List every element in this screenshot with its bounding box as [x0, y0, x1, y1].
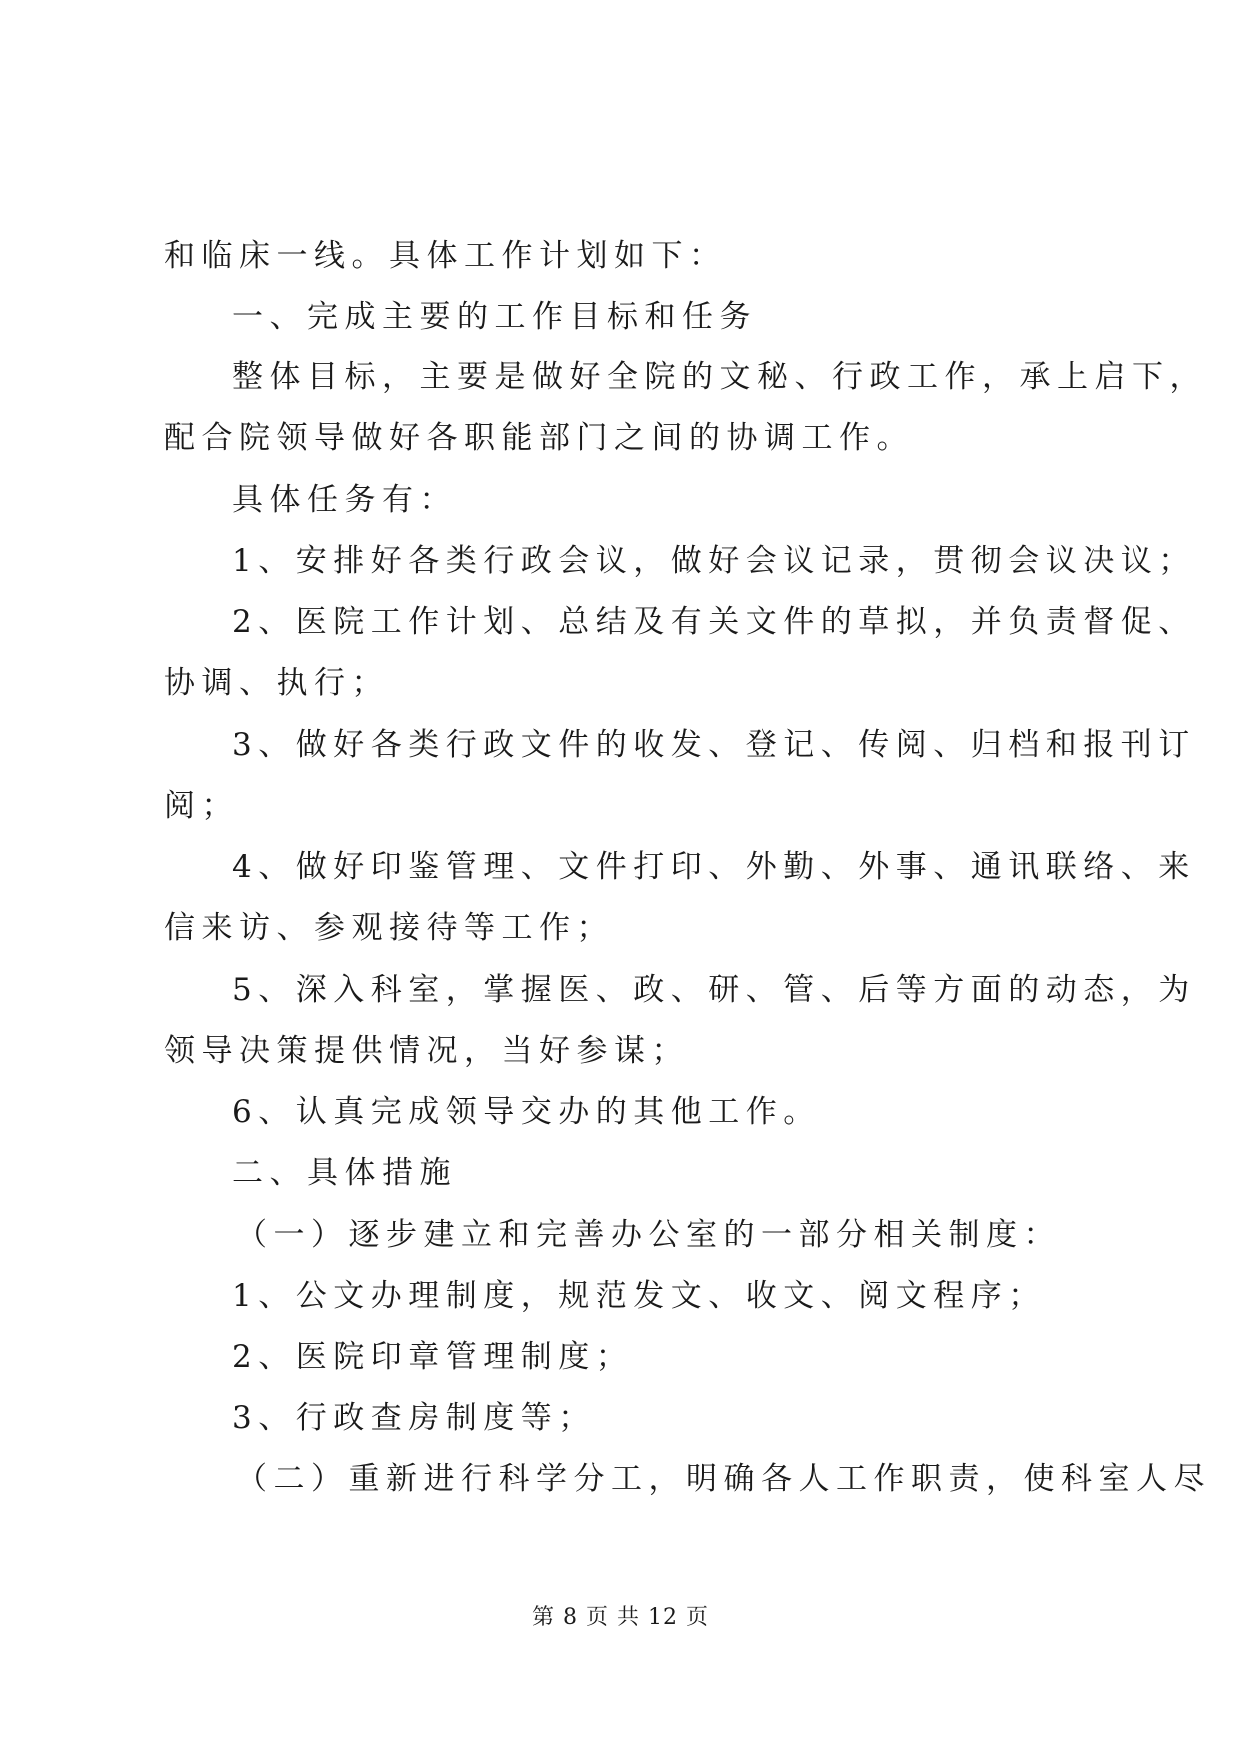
list-item: 1、公文办理制度，规范发文、收文、阅文程序；	[232, 1278, 1046, 1314]
subsection-heading: （一）逐步建立和完善办公室的一部分相关制度：	[236, 1217, 1061, 1253]
list-item: 4、做好印鉴管理、文件打印、外勤、外事、通讯联络、来	[232, 849, 1196, 885]
body-line: 整体目标，主要是做好全院的文秘、行政工作，承上启下，	[232, 359, 1207, 395]
list-item: 6、认真完成领导交办的其他工作。	[232, 1094, 821, 1130]
page-number-footer: 第 8 页 共 12 页	[532, 1605, 709, 1630]
list-item-continuation: 协调、执行；	[164, 665, 389, 701]
list-item: 2、医院印章管理制度；	[232, 1339, 634, 1375]
list-item-continuation: 领导决策提供情况，当好参谋；	[164, 1033, 689, 1069]
section-heading: 二、具体措施	[232, 1155, 457, 1191]
section-heading: 一、完成主要的工作目标和任务	[232, 299, 757, 335]
list-item: 2、医院工作计划、总结及有关文件的草拟，并负责督促、	[232, 604, 1196, 640]
list-item: 5、深入科室，掌握医、政、研、管、后等方面的动态，为	[232, 972, 1196, 1008]
list-item: 1、安排好各类行政会议，做好会议记录，贯彻会议决议；	[232, 543, 1196, 579]
body-line: 和临床一线。具体工作计划如下：	[164, 238, 727, 274]
list-item-continuation: 信来访、参观接待等工作；	[164, 910, 614, 946]
list-item: 3、做好各类行政文件的收发、登记、传阅、归档和报刊订	[232, 727, 1196, 763]
list-item: 3、行政查房制度等；	[232, 1400, 596, 1436]
body-line: 配合院领导做好各职能部门之间的协调工作。	[164, 420, 914, 456]
subsection-heading: （二）重新进行科学分工，明确各人工作职责，使科室人尽	[236, 1461, 1211, 1497]
body-line: 具体任务有：	[232, 482, 457, 518]
list-item-continuation: 阅；	[164, 788, 239, 824]
